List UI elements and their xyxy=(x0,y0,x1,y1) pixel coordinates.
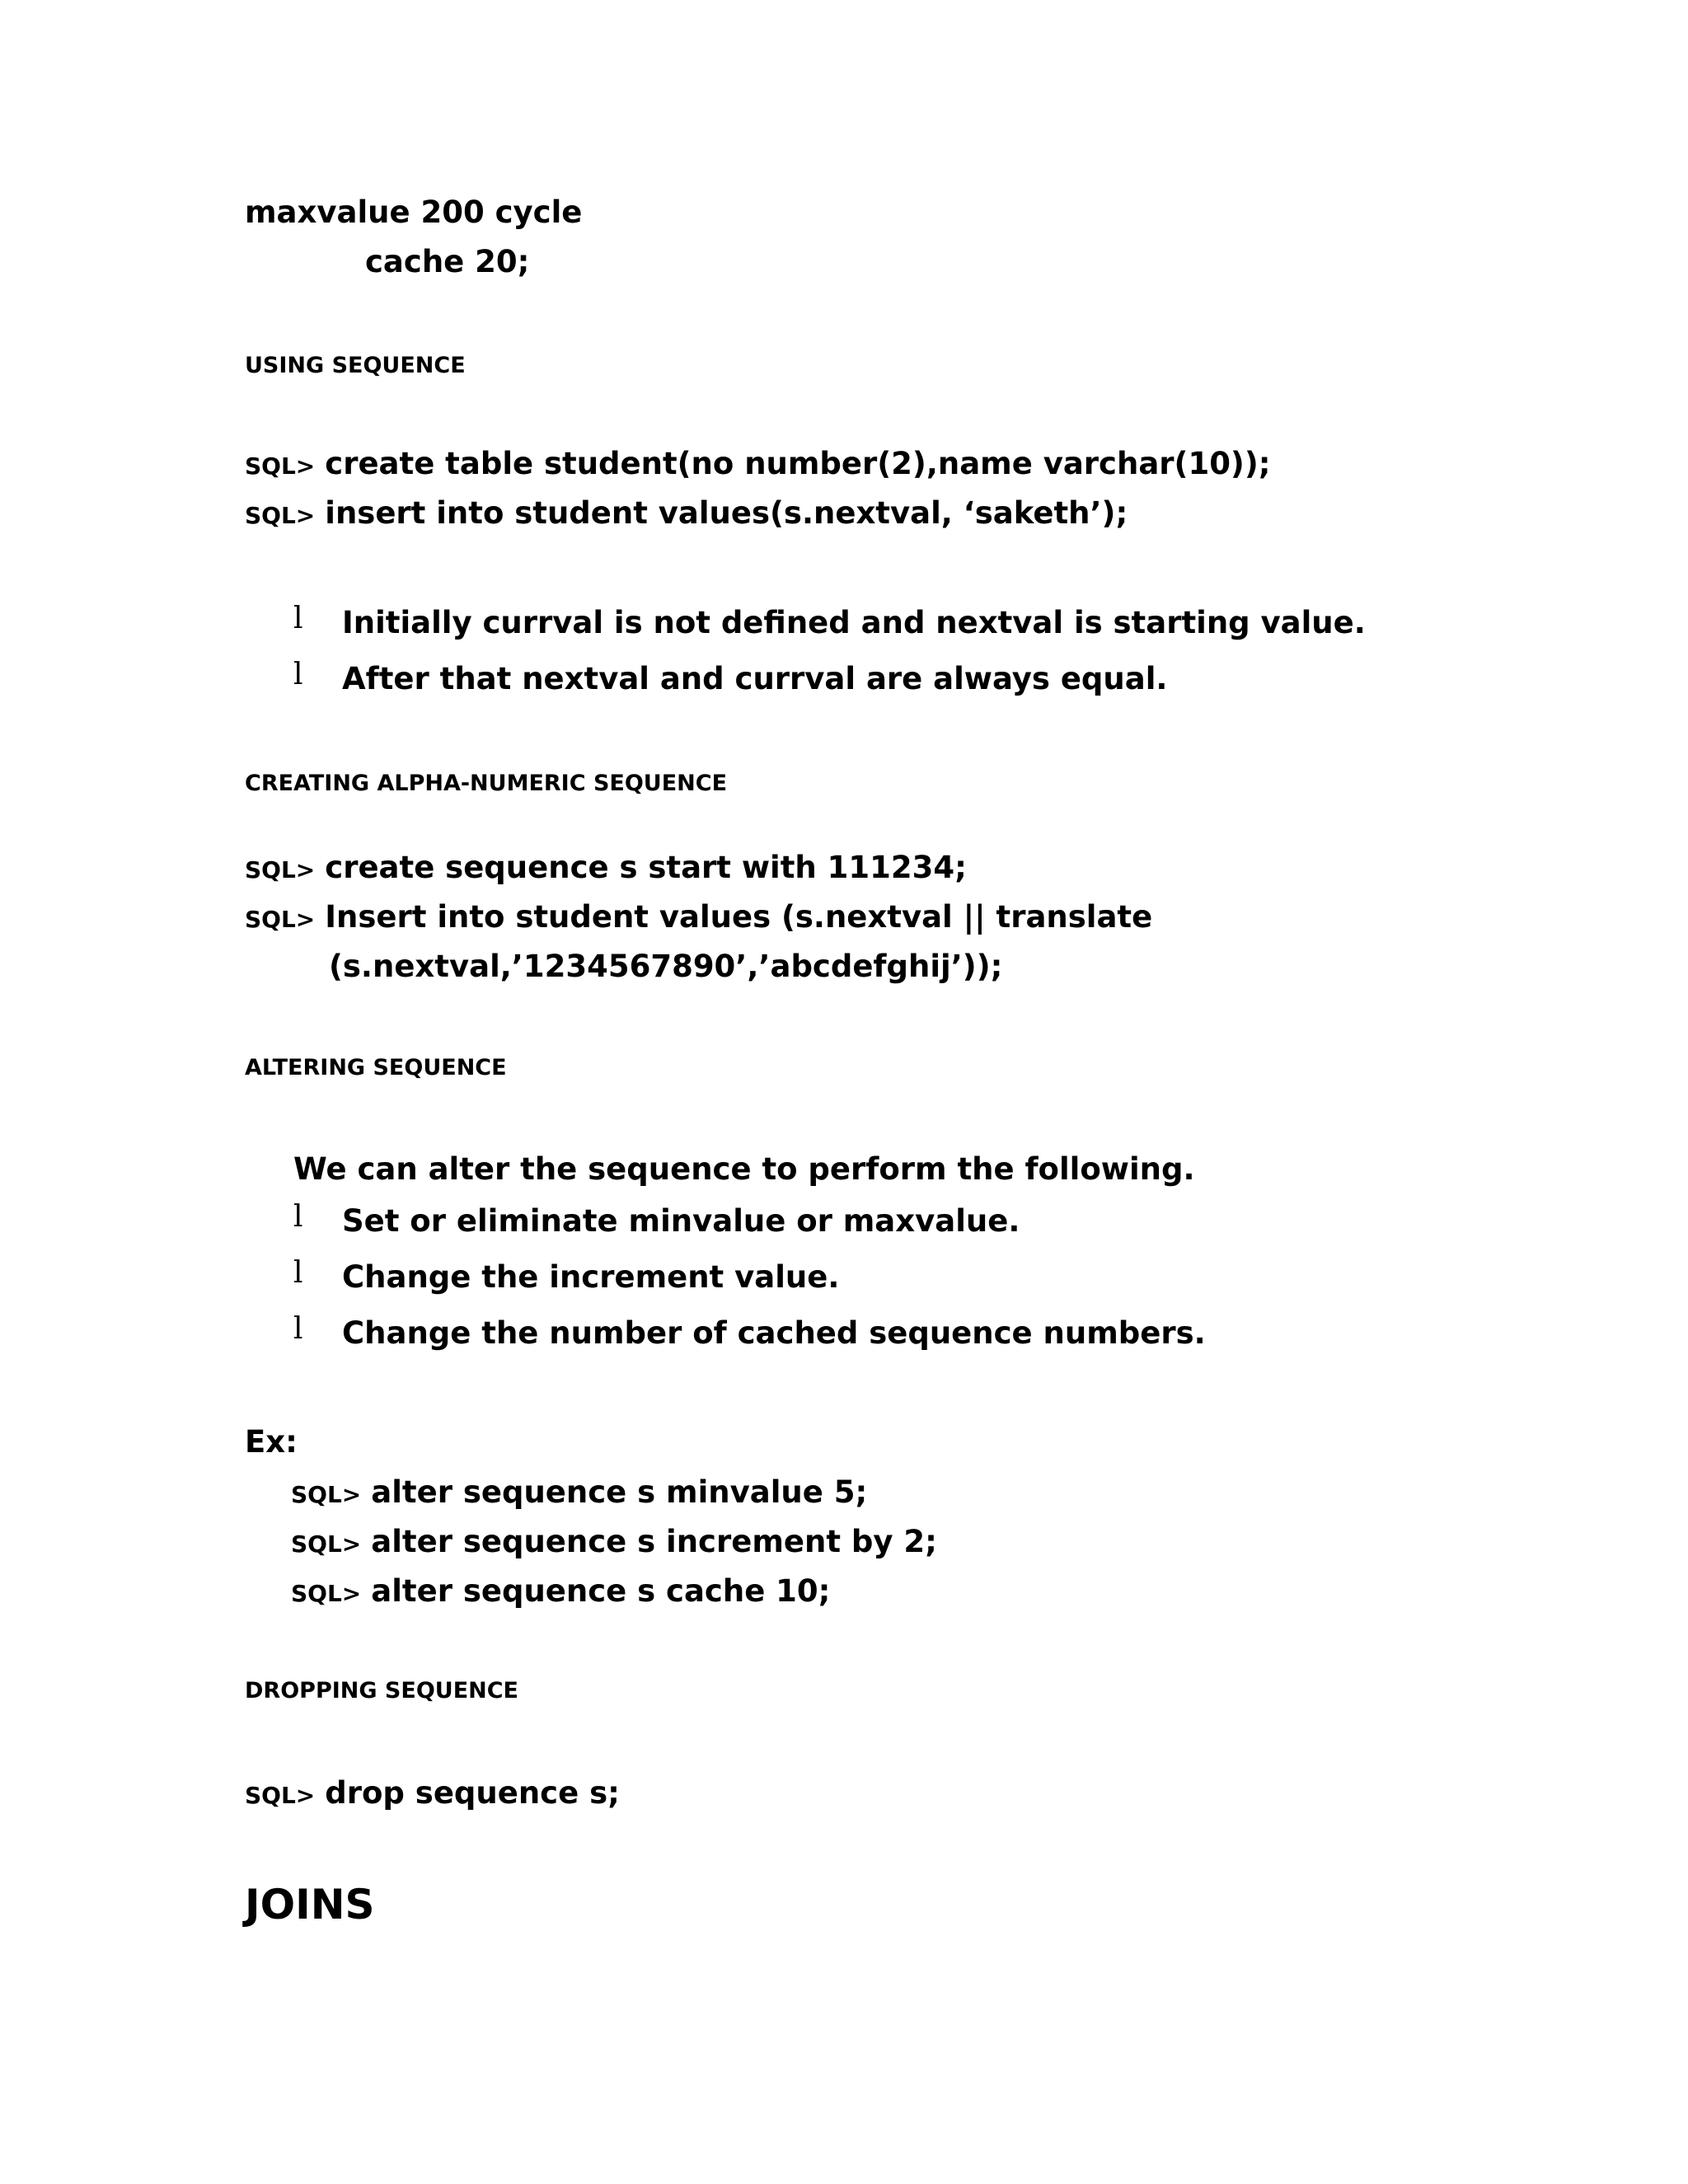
sql-command-text: Insert into student values (s.nextval || translate xyxy=(325,899,1153,935)
sql-command-create-sequence xyxy=(245,850,967,885)
sql-prompt: SQL> xyxy=(245,906,316,933)
bullet-text: After that nextval and currval are always equal. xyxy=(342,661,1168,696)
sql-command-text: create table student(no number(2),name varchar(10)); xyxy=(325,446,1271,481)
sql-command-text: alter sequence s cache 10; xyxy=(371,1573,831,1609)
sql-prompt: SQL> xyxy=(291,1481,362,1508)
sql-command-text: create sequence s start with 111234; xyxy=(325,850,967,885)
altering-intro: We can alter the sequence to perform the following. xyxy=(293,1151,1195,1187)
section-heading-using-sequence: USING SEQUENCE xyxy=(245,353,466,378)
bullet-text: Set or eliminate minvalue or maxvalue. xyxy=(342,1203,1020,1239)
bullet-marker: l xyxy=(293,1312,303,1346)
sql-command-text: alter sequence s increment by 2; xyxy=(371,1524,937,1559)
sql-prompt: SQL> xyxy=(291,1530,362,1558)
sql-example-increment xyxy=(291,1524,937,1559)
sql-prompt: SQL> xyxy=(291,1580,362,1607)
example-label: Ex: xyxy=(245,1424,298,1460)
sql-prompt: SQL> xyxy=(245,856,316,883)
sql-command-insert xyxy=(245,495,1128,531)
bullet-marker: l xyxy=(293,602,303,635)
sql-command-text: alter sequence s minvalue 5; xyxy=(371,1474,868,1510)
sql-command-drop xyxy=(245,1775,620,1811)
section-heading-alpha-numeric: CREATING ALPHA-NUMERIC SEQUENCE xyxy=(245,771,728,796)
bullet-marker: l xyxy=(293,1256,303,1290)
sql-command-create-table xyxy=(245,446,1271,481)
bullet-marker: l xyxy=(293,658,303,691)
chapter-title-joins: JOINS xyxy=(245,1881,375,1929)
sql-command-continuation: (s.nextval,’1234567890’,’abcdefghij’)); xyxy=(329,949,1003,984)
code-line-maxvalue: maxvalue 200 cycle xyxy=(245,194,583,230)
bullet-marker: l xyxy=(293,1200,303,1234)
sql-prompt: SQL> xyxy=(245,1782,316,1809)
sql-prompt: SQL> xyxy=(245,452,316,480)
sql-command-insert-translate xyxy=(245,899,1152,935)
sql-example-minvalue xyxy=(291,1474,867,1510)
sql-command-text: insert into student values(s.nextval, ‘saketh’); xyxy=(325,495,1128,531)
sql-prompt: SQL> xyxy=(245,502,316,529)
code-line-cache: cache 20; xyxy=(365,244,530,279)
section-heading-dropping: DROPPING SEQUENCE xyxy=(245,1678,519,1704)
bullet-text: Initially currval is not defined and nextval is starting value. xyxy=(342,605,1366,640)
bullet-text: Change the number of cached sequence numbers. xyxy=(342,1315,1206,1351)
bullet-text: Change the increment value. xyxy=(342,1259,840,1295)
section-heading-altering: ALTERING SEQUENCE xyxy=(245,1055,507,1080)
sql-command-text: drop sequence s; xyxy=(325,1775,620,1811)
sql-example-cache xyxy=(291,1573,830,1609)
